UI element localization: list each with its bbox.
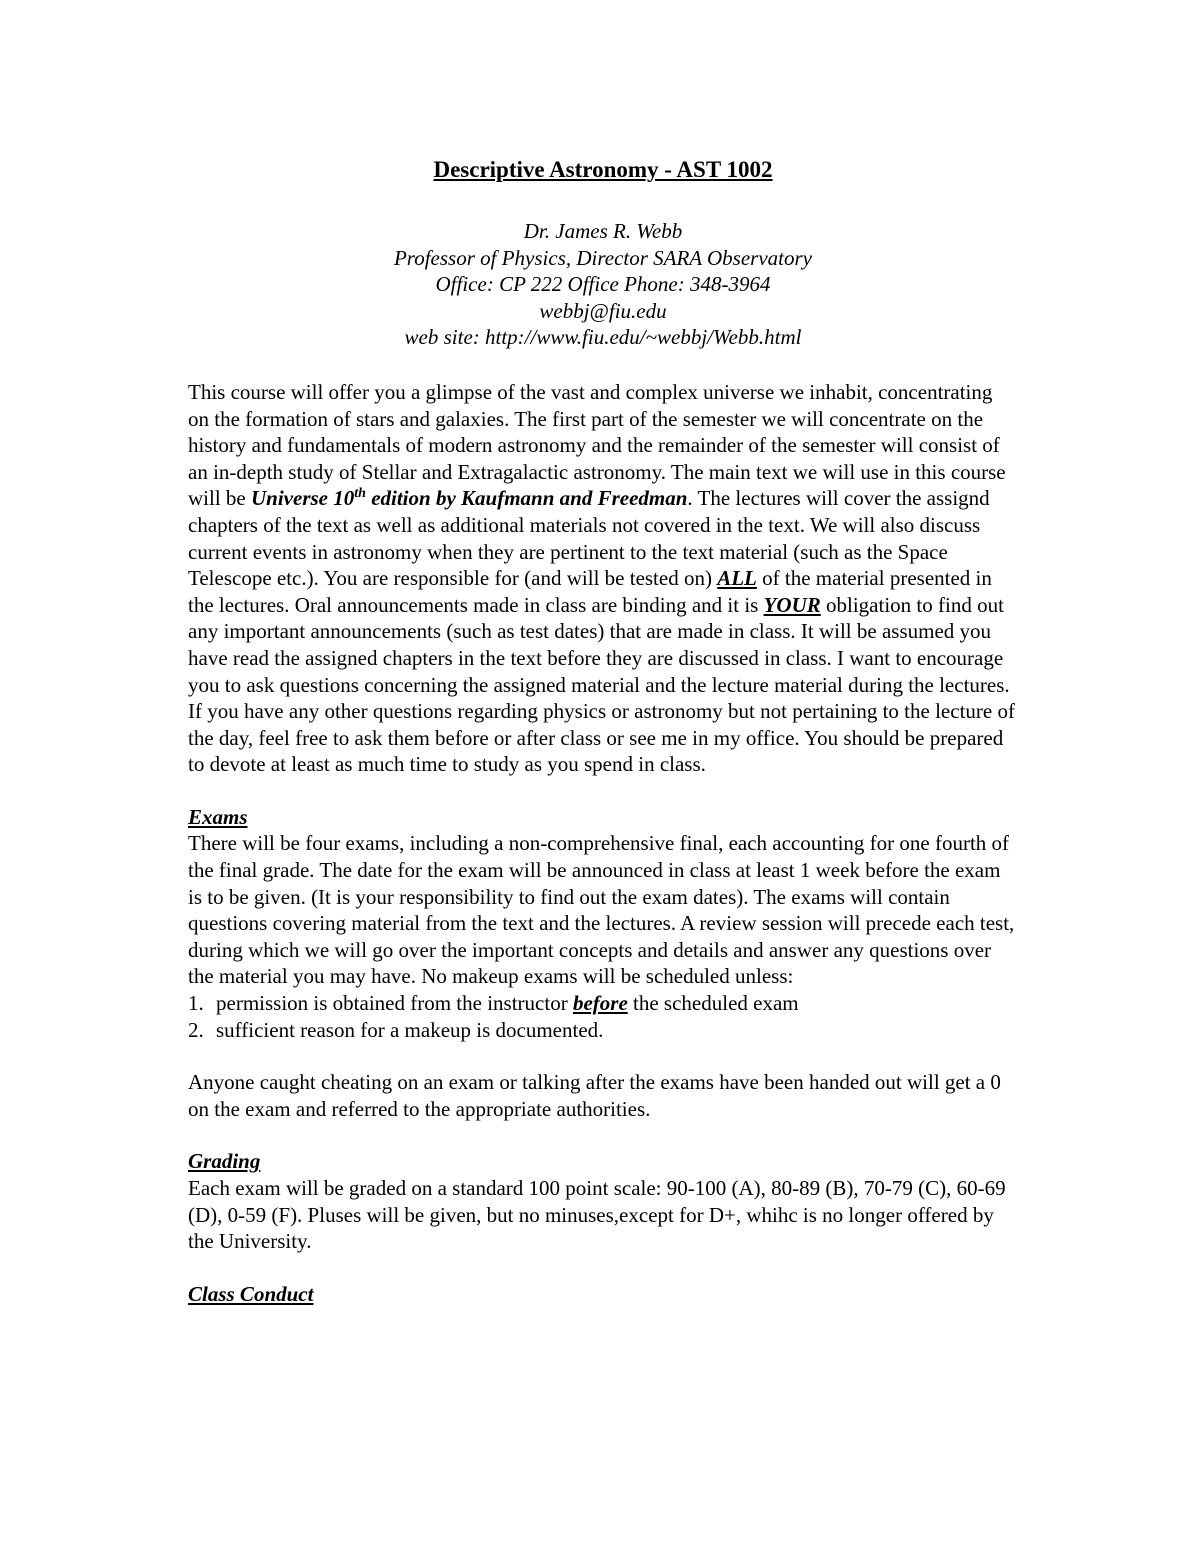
intro-text-3: of the material presented in the lectures. Oral announcements made in class are binding and it is (188, 566, 992, 617)
textbook-title (251, 486, 687, 510)
intro-text-2: . The lectures will cover the assignd chapters of the text as well as additional materials not covered in the text. We will also discuss current events in astronomy when they are pertinent to the text material (such as the Space Telescope etc.). You are responsible for (and will be tested on) (188, 486, 990, 591)
instructor-name: Dr. James R. Webb (523, 219, 683, 243)
grading-paragraph: Each exam will be graded on a standard 100 point scale: 90-100 (A), 80-89 (B), 70-79 (C), 60-69 (D), 0-59 (F). Pluses will be given, but no minuses,except for D+, whihc is no longer offered by the University. (188, 1176, 1006, 1254)
makeup-conditions-list (188, 990, 1018, 1043)
syllabus-page (188, 150, 1018, 1307)
list-item-text-post: the scheduled exam (627, 991, 799, 1016)
your-emphasis: YOUR (763, 592, 821, 617)
list-item-text: sufficient reason for a makeup is documented. (216, 1017, 604, 1042)
textbook-title-b: edition by Kaufmann and Freedman (365, 486, 688, 511)
list-number: 2. (188, 1017, 204, 1042)
instructor-info (188, 218, 1018, 351)
document-title: Descriptive Astronomy - AST 1002 (433, 157, 773, 182)
grading-heading: Grading (188, 1149, 261, 1174)
textbook-title-a: Universe 10 (251, 486, 355, 511)
instructor-position: Professor of Physics, Director SARA Observatory (393, 245, 812, 270)
instructor-website: web site: http://www.fiu.edu/~webbj/Webb.html (404, 325, 802, 350)
all-emphasis: ALL (717, 566, 757, 591)
list-item-text (216, 990, 799, 1017)
exams-heading: Exams (188, 804, 248, 829)
list-item-text-pre: permission is obtained from the instructor (216, 991, 573, 1016)
course-intro-paragraph (188, 379, 1018, 778)
list-item (188, 1017, 1018, 1044)
intro-text-4: obligation to find out any important announcements (such as test dates) that are made in class. It will be assumed you have read the assigned chapters in the text before they are discussed in class. I want to encourage you to ask questions concerning the assigned material and the lecture material during the lectures. If you have any other questions regarding physics or astronomy but not pertaining to the lecture of the day, feel free to ask them before or after class or see me in my office. You should be prepared to devote at least as much time to study as you spend in class. (188, 592, 1015, 777)
class-conduct-heading: Class Conduct (188, 1281, 314, 1306)
exams-paragraph: There will be four exams, including a non-comprehensive final, each accounting for one fourth of the final grade. The date for the exam will be announced in class at least 1 week before the exam is to be given. (It is your responsibility to find out the exam dates). The exams will contain questions covering material from the text and the lectures. A review session will precede each test, during which we will go over the important concepts and details and answer any questions over the material you may have. No makeup exams will be scheduled unless: (188, 831, 1015, 989)
instructor-email: webbj@fiu.edu (539, 298, 667, 323)
before-emphasis: before (572, 991, 628, 1016)
list-number: 1. (188, 991, 204, 1016)
instructor-office: Office: CP 222 Office Phone: 348-3964 (435, 272, 771, 297)
list-item (188, 990, 1018, 1017)
cheating-policy-paragraph: Anyone caught cheating on an exam or talking after the exams have been handed out will get a 0 on the exam and referred to the appropriate authorities. (188, 1070, 1001, 1121)
intro-text-1: This course will offer you a glimpse of the vast and complex universe we inhabit, concentrating on the formation of stars and galaxies. The first part of the semester we will concentrate on the history and fundamentals of modern astronomy and the remainder of the semester will consist of an in-depth study of Stellar and Extragalactic astronomy. The main text we will use in this course will be (188, 379, 1006, 511)
textbook-edition-sup: th (354, 486, 366, 502)
